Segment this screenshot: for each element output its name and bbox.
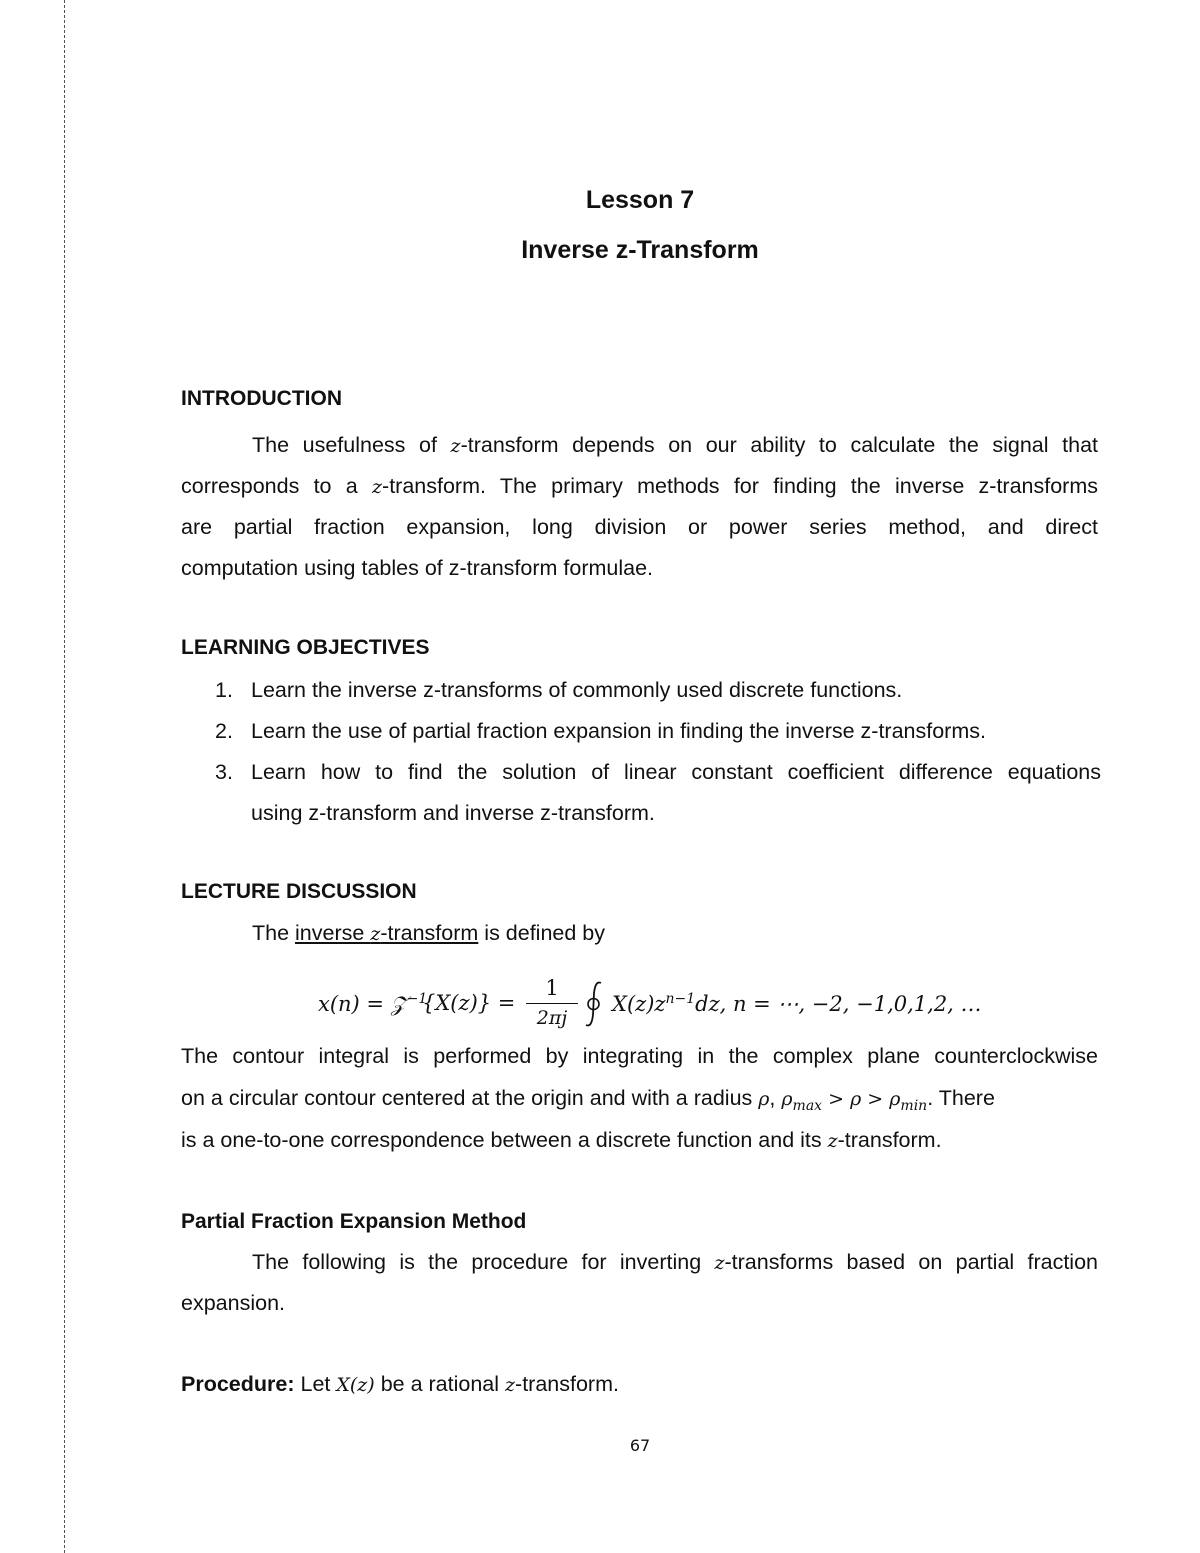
inverse-z-transform-formula xyxy=(318,975,1038,1035)
contour-line-1: The contour integral is performed by integrating in the complex plane counterclockwise xyxy=(181,1044,1098,1068)
lecture-heading: LECTURE DISCUSSION xyxy=(181,880,417,903)
formula-mid: {X(z)} = xyxy=(422,991,516,1015)
pfe-line-2: expansion. xyxy=(181,1291,285,1315)
lesson-number: Lesson 7 xyxy=(585,186,695,214)
contour-line-3: is a one-to-one correspondence between a discrete function and its z-transform. xyxy=(181,1128,942,1152)
intro-line-1: The usefulness of z-transform depends on our ability to calculate the signal that xyxy=(252,433,1098,457)
definition-line: The inverse z-transform is defined by xyxy=(252,921,606,945)
contour-line-2: on a circular contour centered at the origin and with a radius ρ, $\rho_{max} > \rho > \rho_{min}$. There xyxy=(181,1086,995,1114)
objectives-list xyxy=(181,670,1101,834)
pfe-line-1: The following is the procedure for inverting z-transforms based on partial fraction xyxy=(252,1250,1098,1274)
formula-integrand: $X(z)z^{n-1}dz$, n = ⋯, −2, −1,0,1,2, … xyxy=(612,991,982,1016)
pfe-heading: Partial Fraction Expansion Method xyxy=(181,1210,527,1233)
intro-line-4: computation using tables of z-transform formulae. xyxy=(181,556,654,580)
lesson-title: Inverse z-Transform xyxy=(521,236,759,264)
objectives-heading: LEARNING OBJECTIVES xyxy=(181,636,430,659)
contour-integral-icon xyxy=(580,979,608,1029)
formula-fraction: 1 2πj xyxy=(526,975,578,1030)
page-number: 67 xyxy=(629,1436,651,1455)
inverse-z-transform-term: inverse z-transform xyxy=(295,921,479,945)
list-item: 2. Learn the use of partial fraction expansion in finding the inverse z-transforms. xyxy=(215,719,986,743)
intro-line-3: are partial fraction expansion, long division or power series method, and direct xyxy=(181,515,1098,539)
intro-line-2: corresponds to a z-transform. The primary methods for finding the inverse z-transforms xyxy=(181,474,1099,498)
list-item: 3. Learn how to find the solution of linear constant coefficient difference equations using z-transform and inverse z-transform. xyxy=(215,760,1101,825)
list-item: 1. Learn the inverse z-transforms of commonly used discrete functions. xyxy=(215,678,903,702)
formula-lhs: x(n) = 𝒵$^{-1}$ xyxy=(318,991,428,1016)
introduction-heading: INTRODUCTION xyxy=(181,387,342,410)
z-symbol: z xyxy=(450,435,461,457)
procedure-line: Procedure: Let X(z) be a rational z-transform. xyxy=(181,1372,619,1396)
procedure-label: Procedure: xyxy=(181,1372,295,1396)
